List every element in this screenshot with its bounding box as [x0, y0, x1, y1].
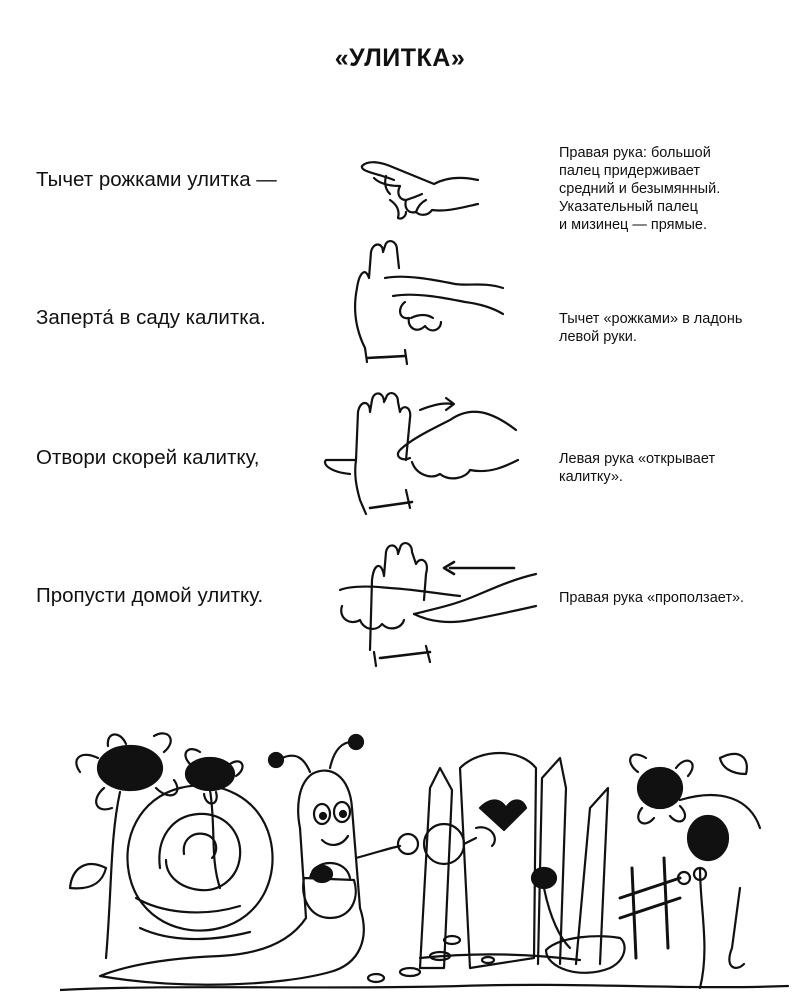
instruction-1-line: Правая рука: большой: [559, 145, 711, 161]
snail-shell: [127, 785, 272, 939]
verse-line-4: Пропусти домой улитку.: [36, 584, 264, 607]
instruction-1-line: средний и безымянный.: [559, 181, 721, 197]
crawling-hand-icon: [330, 540, 540, 670]
instruction-3: [559, 450, 791, 486]
instruction-3-line: Левая рука «открывает: [559, 451, 716, 467]
opening-gate-hands-icon: [320, 390, 520, 520]
instruction-1-line: палец придерживает: [559, 163, 701, 179]
verse-line-2: Заперта́ в саду калитка.: [36, 306, 266, 329]
instruction-1-line: Указательный палец: [559, 199, 698, 215]
snail-horns-hand-icon: [350, 150, 480, 230]
verse-line-3: Отвори скорей калитку,: [36, 446, 260, 469]
instruction-4-line: Правая рука «проползает».: [559, 590, 745, 606]
instruction-4: [559, 589, 791, 607]
instruction-1-line: и мизинец — прямые.: [559, 217, 707, 233]
horns-into-palm-hands-icon: [345, 238, 505, 368]
snail-at-garden-gate-illustration: [60, 728, 790, 1000]
page-title: «УЛИТКА»: [334, 44, 466, 72]
instruction-2-line: левой руки.: [559, 329, 637, 345]
verse-line-1: Тычет рожками улитка —: [36, 168, 277, 191]
instruction-2: [559, 310, 791, 346]
instruction-1: [559, 144, 791, 234]
instruction-2-line: Тычет «рожками» в ладонь: [559, 311, 743, 327]
path-stones: [368, 936, 494, 982]
instruction-3-line: калитку».: [559, 469, 623, 485]
